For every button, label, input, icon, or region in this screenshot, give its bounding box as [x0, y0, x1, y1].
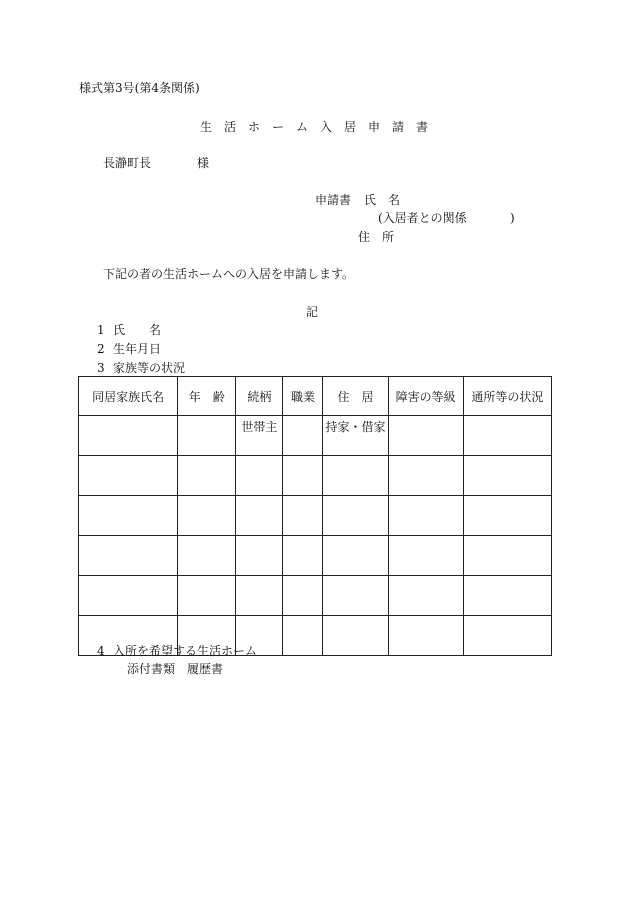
table-cell[interactable]: [323, 576, 388, 616]
table-cell-relation: 世帯主: [236, 416, 283, 456]
table-cell[interactable]: [79, 416, 178, 456]
table-cell[interactable]: [463, 536, 551, 576]
table-cell[interactable]: [283, 576, 323, 616]
item-name: [97, 323, 161, 337]
table-cell[interactable]: [388, 536, 463, 576]
table-cell[interactable]: [79, 536, 178, 576]
table-cell[interactable]: [283, 496, 323, 536]
col-header-occupation: 職業: [283, 377, 323, 416]
item-family-status: [97, 361, 185, 375]
table-cell[interactable]: [323, 456, 388, 496]
table-cell[interactable]: [178, 536, 236, 576]
col-header-family-name: 同居家族氏名: [79, 377, 178, 416]
item-desired-home: [97, 644, 257, 658]
table-cell[interactable]: [178, 416, 236, 456]
relation-close-paren: ): [510, 211, 515, 225]
table-cell[interactable]: [388, 576, 463, 616]
table-cell[interactable]: [178, 496, 236, 536]
item-number: 1: [97, 323, 105, 337]
applicant-label: 申請書: [315, 193, 352, 207]
applicant-name-label: 氏 名: [364, 193, 401, 207]
item-number: 4: [97, 644, 105, 658]
table-cell[interactable]: [388, 416, 463, 456]
attachments-note: 添付書類 履歴書: [127, 662, 224, 676]
table-cell[interactable]: [283, 456, 323, 496]
honorific: 様: [197, 156, 210, 170]
table-cell[interactable]: [463, 496, 551, 536]
table-cell[interactable]: [236, 456, 283, 496]
table-cell[interactable]: [79, 456, 178, 496]
table-cell[interactable]: [463, 576, 551, 616]
table-cell[interactable]: [236, 536, 283, 576]
table-cell[interactable]: [236, 496, 283, 536]
ki-heading: 記: [306, 305, 319, 319]
item-number: 2: [97, 342, 105, 356]
table-cell-housing: 持家・借家: [323, 416, 388, 456]
item-text: 生年月日: [113, 342, 162, 356]
table-cell[interactable]: [283, 536, 323, 576]
table-cell[interactable]: [79, 496, 178, 536]
addressee: 長瀞町長: [103, 156, 152, 170]
table-cell[interactable]: [323, 496, 388, 536]
col-header-disability-grade: 障害の等級: [388, 377, 463, 416]
item-text: 家族等の状況: [113, 361, 186, 375]
table-cell[interactable]: [388, 496, 463, 536]
table-cell[interactable]: [463, 456, 551, 496]
table-cell[interactable]: [79, 576, 178, 616]
relation-label: (入居者との関係: [378, 211, 467, 225]
table-row: [79, 576, 552, 616]
table-cell[interactable]: [178, 576, 236, 616]
item-text: 入所を希望する生活ホーム: [113, 644, 258, 658]
table-cell[interactable]: [323, 616, 388, 656]
family-status-table: [78, 376, 552, 656]
table-cell[interactable]: [388, 456, 463, 496]
table-cell[interactable]: [178, 456, 236, 496]
col-header-relation: 続柄: [236, 377, 283, 416]
table-cell[interactable]: [463, 616, 551, 656]
col-header-age: 年 齢: [178, 377, 236, 416]
item-text: 氏 名: [113, 323, 162, 337]
form-number: 様式第3号(第4条関係): [79, 81, 200, 95]
table-row: [79, 536, 552, 576]
applicant-address-label: 住 所: [358, 230, 395, 244]
table-row: [79, 456, 552, 496]
table-cell[interactable]: [388, 616, 463, 656]
application-statement: 下記の者の生活ホームへの入居を申請します。: [103, 267, 355, 281]
table-cell[interactable]: [323, 536, 388, 576]
table-cell[interactable]: [283, 616, 323, 656]
item-birthdate: [97, 342, 161, 356]
col-header-attendance: 通所等の状況: [463, 377, 551, 416]
table-cell[interactable]: [463, 416, 551, 456]
item-number: 3: [97, 361, 105, 375]
table-cell[interactable]: [283, 416, 323, 456]
table-row: [79, 496, 552, 536]
table-header-row: [79, 377, 552, 416]
table-cell[interactable]: [236, 576, 283, 616]
table-row: [79, 416, 552, 456]
col-header-housing: 住 居: [323, 377, 388, 416]
document-title: 生 活 ホ ー ム 入 居 申 請 書: [200, 120, 429, 134]
